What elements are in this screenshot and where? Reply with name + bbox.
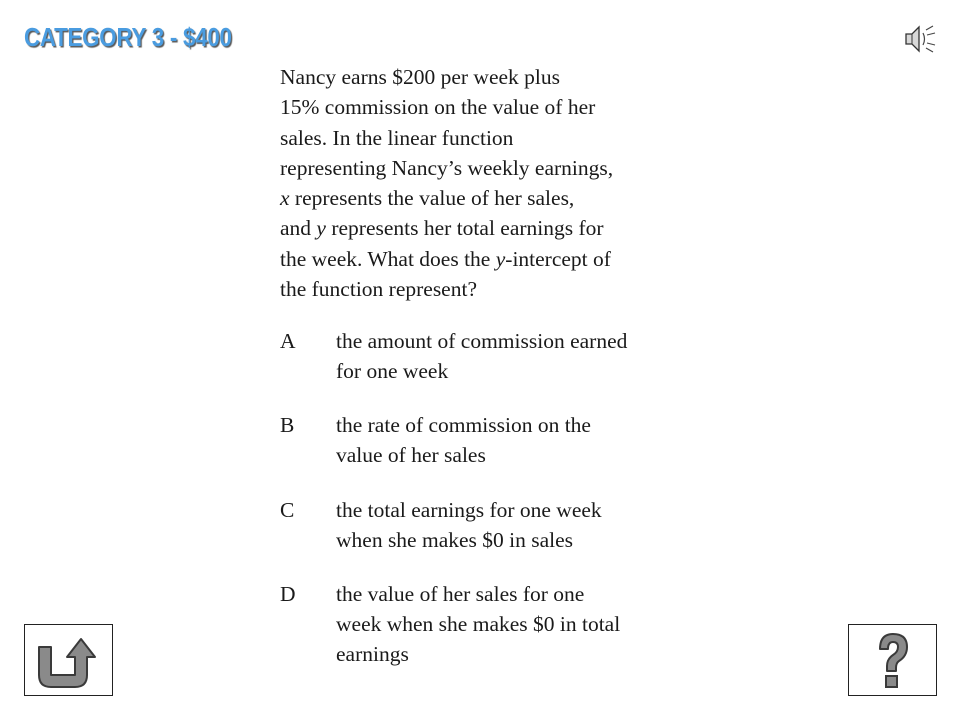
choice-line: week when she makes $0 in total bbox=[336, 612, 621, 636]
choice-line: the value of her sales for one bbox=[336, 582, 585, 606]
question-line-text: and bbox=[280, 216, 317, 241]
choice-line: the amount of commission earned bbox=[336, 329, 628, 353]
category-title: CATEGORY 3 - $400 bbox=[24, 22, 232, 52]
question-line bbox=[280, 183, 750, 213]
question-line: 15% commission on the value of her bbox=[280, 95, 596, 120]
choice-line: for one week bbox=[336, 359, 449, 383]
question-line: the function represent? bbox=[280, 277, 477, 302]
back-button[interactable] bbox=[24, 624, 113, 696]
choice-letter: C bbox=[280, 498, 295, 522]
question-mark-icon bbox=[849, 625, 936, 695]
choice-text bbox=[336, 495, 736, 555]
question-line-text: represents her total earnings for bbox=[325, 216, 604, 241]
choice-text bbox=[336, 410, 736, 470]
question-line: Nancy earns $200 per week plus bbox=[280, 65, 561, 89]
question-line bbox=[280, 244, 750, 274]
choice-line: the rate of commission on the bbox=[336, 413, 591, 437]
variable-y: y bbox=[316, 216, 326, 241]
question-line bbox=[280, 213, 750, 243]
speaker-icon[interactable] bbox=[902, 22, 938, 56]
choice-letter: B bbox=[280, 413, 295, 437]
choice-letter: A bbox=[280, 329, 296, 353]
choice-line: earnings bbox=[336, 642, 409, 666]
choice-line: value of her sales bbox=[336, 443, 486, 467]
choice-text bbox=[336, 326, 736, 386]
choice-text bbox=[336, 579, 736, 669]
question-line-text: represents the value of her sales, bbox=[289, 186, 575, 211]
question-line-text: the week. What does the bbox=[280, 246, 496, 271]
help-button[interactable] bbox=[848, 624, 937, 696]
question-line: sales. In the linear function bbox=[280, 125, 514, 150]
choice-line: the total earnings for one week bbox=[336, 498, 602, 522]
question-line-text: -intercept of bbox=[505, 246, 611, 271]
u-turn-arrow-icon bbox=[25, 625, 112, 695]
choice-letter: D bbox=[280, 582, 296, 606]
choice-line: when she makes $0 in sales bbox=[336, 528, 574, 552]
variable-y: y bbox=[495, 246, 506, 271]
question-line: representing Nancy’s weekly earnings, bbox=[280, 155, 614, 180]
question-text bbox=[280, 62, 750, 304]
variable-x: x bbox=[280, 186, 290, 211]
